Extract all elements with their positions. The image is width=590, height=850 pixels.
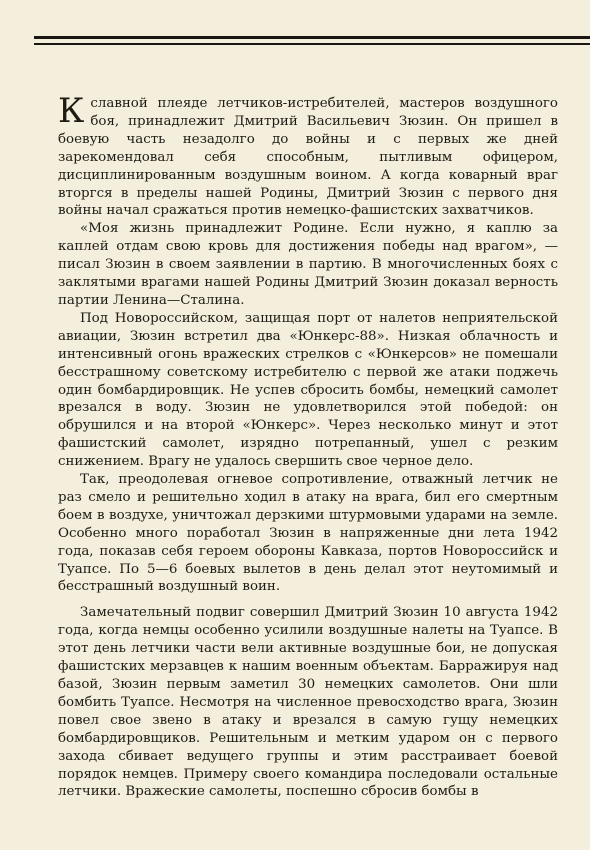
paragraph-1-text: славной плеяде летчиков-истребителей, мастеров воздушного боя, принадлежит Дмитрий Васильевич Зюзин. Он пришел в боевую часть незадолго до войны и с первых же дней зарекомендовал себя способным, пытливым офицером, дисциплинированным воздушным воином. А когда коварный враг вторгся в пределы нашей Родины, Дмитрий Зюзин с первого дня войны начал сражаться против немецко-фашистских захватчиков. bbox=[58, 96, 558, 219]
paragraph-3: Под Новороссийском, защищая порт от налетов неприятельской авиации, Зюзин встретил два «Юнкерс-88». Низкая облачность и интенсивный огонь вражеских стрелков с «Юнкерсов» не помешали бесстрашному советскому истребителю с первой же атаки поджечь один бомбардировщик. Не успев сбросить бомбы, немецкий самолет врезался в воду. Зюзин не удовлетворился этой победой: он обрушился и на второй «Юнкерс». Через несколько минут и этот фашистский самолет, изрядно потрепанный, ушел с резким снижением. Врагу не удалось свершить свое черное дело. bbox=[58, 310, 558, 470]
paragraph-1 bbox=[58, 91, 558, 220]
header-rule-top bbox=[34, 36, 590, 39]
paragraph-4: Так, преодолевая огневое сопротивление, отважный летчик не раз смело и решительно ходил в атаку на врага, бил его смертным боем в воздухе, уничтожал дерзкими штурмовыми ударами на земле. Особенно много поработал Зюзин в напряженные дни лета 1942 года, показав себя героем обороны Кавказа, портов Новороссийск и Туапсе. По 5—6 боевых вылетов в день делал этот неутомимый и бесстрашный воздушный воин. bbox=[58, 472, 558, 595]
paragraph-2: «Моя жизнь принадлежит Родине. Если нужно, я каплю за каплей отдам свою кровь для достижения победы над врагом», — писал Зюзин в своем заявлении в партию. В многочисленных боях с заклятыми врагами нашей Родины Дмитрий Зюзин доказал верность партии Ленина—Сталина. bbox=[58, 221, 558, 308]
dropcap-letter: К bbox=[58, 91, 85, 131]
article-body bbox=[58, 91, 558, 801]
paragraph-5: Замечательный подвиг совершил Дмитрий Зюзин 10 августа 1942 года, когда немцы особенно усилили воздушные налеты на Туапсе. В этот день летчики части вели активные воздушные бои, не допуская фашистских мерзавцев к нашим военным объектам. Барражируя над базой, Зюзин первым заметил 30 немецких самолетов. Они шли бомбить Туапсе. Несмотря на численное превосходство врага, Зюзин повел свое звено в атаку и врезался в самую гущу немецких бомбардировщиков. Решительным и метким ударом он с первого захода сбивает ведущего группы и этим расстраивает боевой порядок немцев. Примеру своего командира последовали остальные летчики. Вражеские самолеты, поспешно сбросив бомбы в bbox=[58, 605, 558, 800]
header-rule-bottom bbox=[34, 43, 590, 45]
